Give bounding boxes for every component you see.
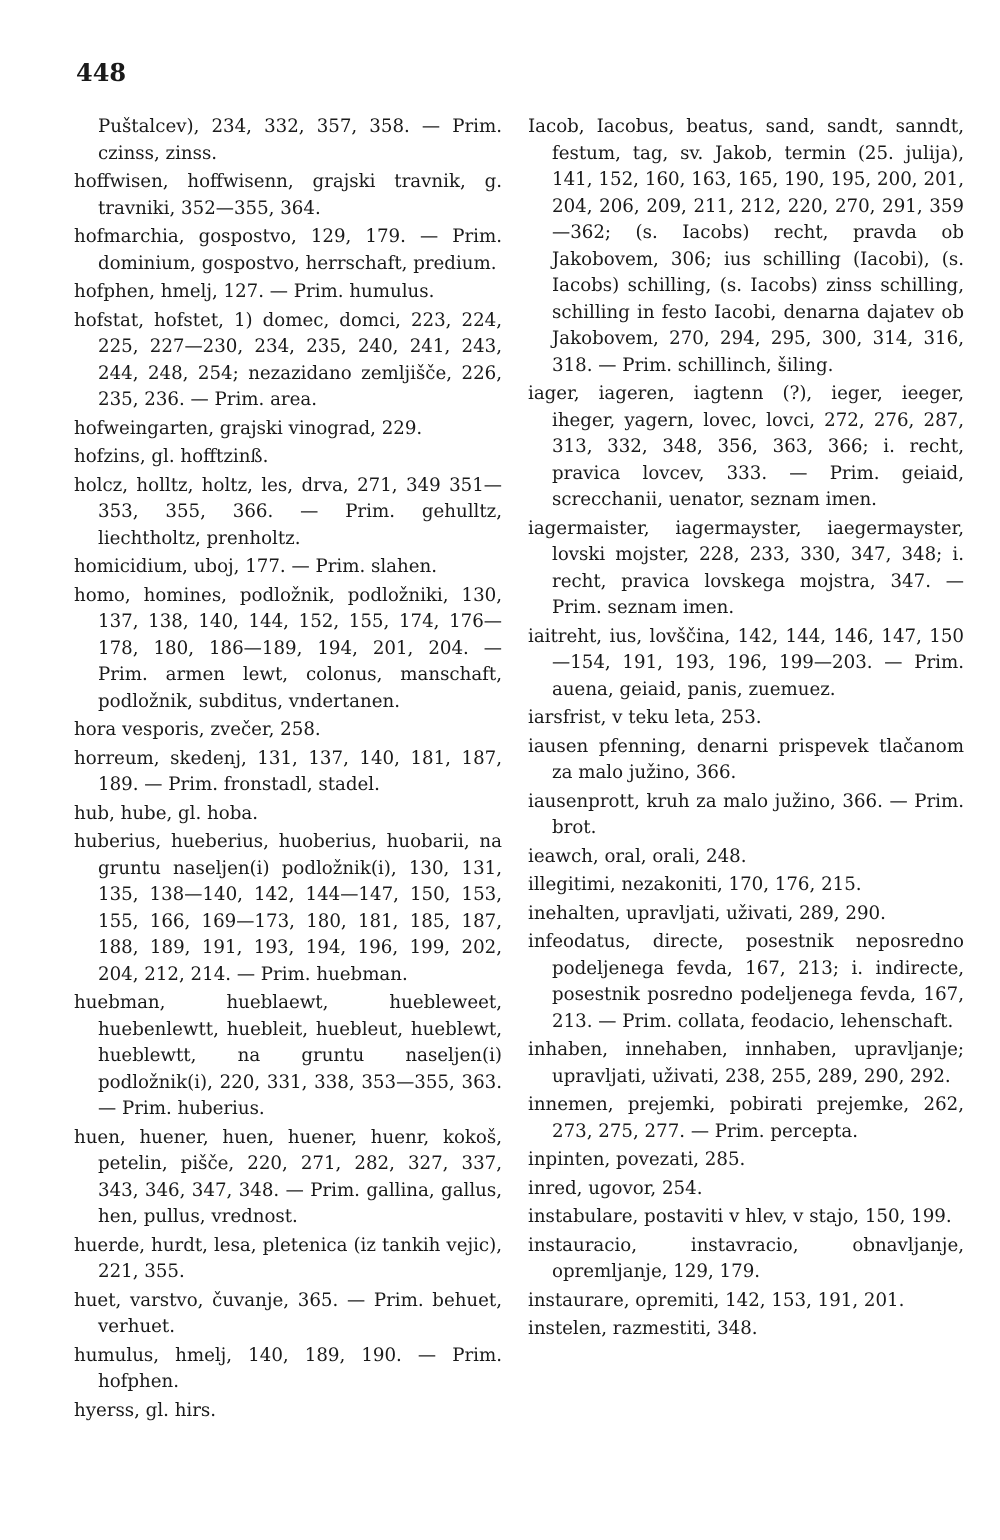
entry: inhaben, innehaben, innhaben, upravljanje; upravljati, uživati, 238, 255, 289, 290, 292.: [528, 1039, 964, 1087]
entry: Iacob, Iacobus, beatus, sand, sandt, sanndt, festum, tag, sv. Jakob, termin (25. julija), 141, 152, 160, 163, 165, 190, 195, 200, 201, 204, 206, 209, 211, 212, 220, 270, 291, 359—362; (s. Iacobs) recht, pravda ob Jakobovem, 306; ius schilling (Iacobi), (s. Iacobs) schilling, (s. Iacobs) zinss schilling, schilling in festo Iacobi, denarna dajatev ob Jakobovem, 270, 294, 295, 300, 314, 316, 318. — Prim. schillinch, šiling.: [528, 116, 964, 376]
entry: illegitimi, nezakoniti, 170, 176, 215.: [528, 874, 862, 895]
page-number: 448: [76, 58, 127, 87]
entry: ieawch, oral, orali, 248.: [528, 845, 747, 867]
entry: hub, hube, gl. hoba.: [74, 802, 258, 824]
entry: instabulare, postaviti v hlev, v stajo, 150, 199.: [528, 1206, 952, 1227]
entry: hoffwisen, hoffwisenn, grajski travnik, g. travniki, 352—355, 364.: [74, 171, 502, 219]
entry: innemen, prejemki, pobirati prejemke, 262, 273, 275, 277. — Prim. percepta.: [528, 1094, 964, 1142]
entry: iausen pfenning, denarni prispevek tlačanom za malo južino, 366.: [528, 735, 964, 783]
entry: huen, huener, huen, huener, huenr, kokoš, petelin, pišče, 220, 271, 282, 327, 337, 343, 346, 347, 348. — Prim. gallina, gallus, hen, pullus, vrednost.: [74, 1126, 502, 1227]
entry: iagermaister, iagermayster, iaegermayster, lovski mojster, 228, 233, 330, 347, 348; i. recht, pravica lovskega mojstra, 347. — Prim. seznam imen.: [528, 517, 964, 618]
entry: hora vesporis, zvečer, 258.: [74, 719, 321, 740]
entry: homicidium, uboj, 177. — Prim. slahen.: [74, 556, 437, 577]
entry: hofstat, hofstet, 1) domec, domci, 223, 224, 225, 227—230, 234, 235, 240, 241, 243, 244, 248, 254; nezazidano zemljišče, 226, 235, 236. — Prim. area.: [74, 309, 502, 410]
entry: hofphen, hmelj, 127. — Prim. humulus.: [74, 281, 435, 302]
entry: iarsfrist, v teku leta, 253.: [528, 707, 762, 728]
entry: infeodatus, directe, posestnik neposredno podeljenega fevda, 167, 213; i. indirecte, posestnik posredno podeljenega fevda, 167, 213. — Prim. collata, feodacio, lehenschaft.: [528, 931, 964, 1032]
entry: horreum, skedenj, 131, 137, 140, 181, 187, 189. — Prim. fronstadl, stadel.: [74, 747, 502, 795]
entry: instaurare, opremiti, 142, 153, 191, 201.: [528, 1289, 905, 1311]
entry: instelen, razmestiti, 348.: [528, 1318, 758, 1339]
entry: hyerss, gl. hirs.: [74, 1399, 217, 1421]
entry-continuation: Puštalcev), 234, 332, 357, 358. — Prim. czinss, zinss.: [98, 116, 502, 164]
entry: huerde, hurdt, lesa, pletenica (iz tankih vejic), 221, 355.: [74, 1234, 502, 1282]
entry: inred, ugovor, 254.: [528, 1177, 703, 1199]
entry: hofmarchia, gospostvo, 129, 179. — Prim. dominium, gospostvo, herrschaft, predium.: [74, 226, 502, 274]
entry: huberius, hueberius, huoberius, huobarii, na gruntu naseljen(i) podložnik(i), 130, 131, 135, 138—140, 142, 144—147, 150, 153, 155, 166, 169—173, 180, 181, 185, 187, 188, 189, 191, 193, 194, 196, 199, 202, 204, 212, 214. — Prim. huebman.: [74, 831, 502, 985]
entry: hofzins, gl. hofftzinß.: [74, 446, 269, 467]
entry: iager, iageren, iagtenn (?), ieger, ieeger, iheger, yagern, lovec, lovci, 272, 276, 287, 313, 332, 348, 356, 363, 366; i. recht, pravica lovcev, 333. — Prim. geiaid, screcchanii, uenator, seznam imen.: [528, 383, 964, 510]
entry: inehalten, upravljati, uživati, 289, 290.: [528, 902, 886, 924]
entry: holcz, holltz, holtz, les, drva, 271, 349 351—353, 355, 366. — Prim. gehulltz, liechtholtz, prenholtz.: [74, 474, 502, 549]
right-column: [528, 114, 964, 1345]
entry: humulus, hmelj, 140, 189, 190. — Prim. hofphen.: [74, 1344, 502, 1392]
entry: huet, varstvo, čuvanje, 365. — Prim. behuet, verhuet.: [74, 1289, 502, 1337]
entry: iausenprott, kruh za malo južino, 366. — Prim. brot.: [528, 790, 964, 838]
entry: hofweingarten, grajski vinograd, 229.: [74, 417, 423, 439]
entry: huebman, hueblaewt, huebleweet, huebenlewtt, huebleit, huebleut, hueblewt, hueblewtt, na gruntu naseljen(i) podložnik(i), 220, 331, 338, 353—355, 363. — Prim. huberius.: [74, 992, 502, 1119]
entry: instauracio, instavracio, obnavljanje, opremljanje, 129, 179.: [528, 1234, 964, 1282]
entry: inpinten, povezati, 285.: [528, 1149, 746, 1170]
entry: iaitreht, ius, lovščina, 142, 144, 146, 147, 150—154, 191, 193, 196, 199—203. — Prim. auena, geiaid, panis, zuemuez.: [528, 625, 964, 700]
left-column: [74, 114, 502, 1426]
entry: homo, homines, podložnik, podložniki, 130, 137, 138, 140, 144, 152, 155, 174, 176—178, 180, 186—189, 194, 201, 204. — Prim. armen lewt, colonus, manschaft, podložnik, subditus, vndertanen.: [74, 584, 502, 712]
